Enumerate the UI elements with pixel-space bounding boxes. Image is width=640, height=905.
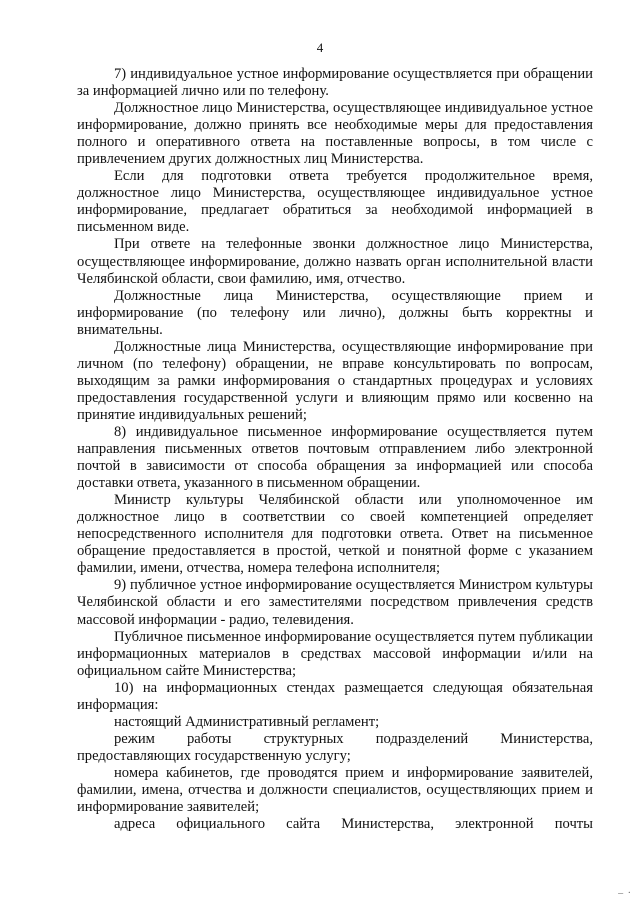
paragraph-long-preparation: Если для подготовки ответа требуется продолжительное время, должностное лицо Министерства, осуществляющее индивидуальное устное информирование, предлагает обратиться за необходимой информацией в письменном виде. [77,168,593,236]
paragraph-item-10: 10) на информационных стендах размещается следующая обязательная информация: [77,679,593,713]
paragraph-consult-limits: Должностные лица Министерства, осуществляющие информирование при личном (по телефону) обращении, не вправе консультировать по вопросам, выходящим за рамки информирования о стандартных процедурах и условиях предоставления государственной услуги и влияющим прямо или косвенно на принятие индивидуальных решений; [77,338,593,423]
paragraph-item-9: 9) публичное устное информирование осуществляется Министром культуры Челябинской области и его заместителями посредством привлечения средств массовой информации - радио, телевидения. [77,577,593,628]
paragraph-phone-calls: При ответе на телефонные звонки должностное лицо Министерства, осуществляющее информирование, должно назвать орган исполнительной власти Челябинской области, свои фамилию, имя, отчество. [77,236,593,287]
paragraph-item-8: 8) индивидуальное письменное информирование осуществляется путем направления письменных ответов почтовым отправлением либо электронной почтой в зависимости от способа обращения за информацией или способа доставки ответа, указанного в письменном обращении. [77,423,593,492]
paragraph-minister-response: Министр культуры Челябинской области или уполномоченное им должностное лицо в соответствии со своей компетенцией определяет непосредственного исполнителя для подготовки ответа. Ответ на письменное обращение предоставляется в простой, четкой и понятной форме с указанием фамилии, имени, отчества, номера телефона исполнителя; [77,492,593,577]
list-item-schedule: режим работы структурных подразделений Министерства, предоставляющих государственную услугу; [77,730,593,764]
list-item-offices: номера кабинетов, где проводятся прием и информирование заявителей, фамилии, имена, отчества и должности специалистов, осуществляющих прием и информирование заявителей; [77,764,593,816]
body-text [77,66,593,833]
list-item-regulation: настоящий Административный регламент; [114,713,380,730]
page-number: 4 [316,40,324,55]
paragraph-courtesy: Должностные лица Министерства, осуществляющие прием и информирование (по телефону или лично), должны быть корректны и внимательны. [77,287,593,338]
paragraph-public-written: Публичное письменное информирование осуществляется путем публикации информационных материалов в средствах массовой информации и/или на официальном сайте Министерства; [77,628,593,679]
corner-mark: – · [618,888,632,899]
paragraph-item-7: 7) индивидуальное устное информирование осуществляется при обращении за информацией лично или по телефону. [77,66,593,100]
list-item-addresses: адреса официального сайта Министерства, электронной почты [114,816,593,833]
paragraph-official-duties: Должностное лицо Министерства, осуществляющее индивидуальное устное информирование, должно принять все необходимые меры для предоставления полного и оперативного ответа на поставленные вопросы, в том числе с привлечением других должностных лиц Министерства. [77,100,593,168]
